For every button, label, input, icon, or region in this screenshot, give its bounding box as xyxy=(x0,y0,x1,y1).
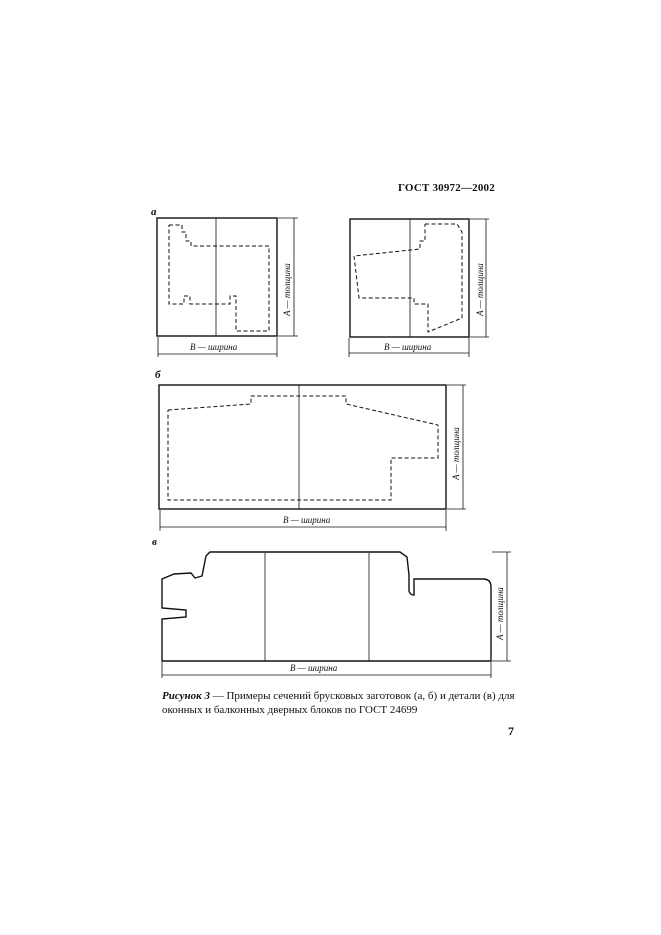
panel-b-letter: б xyxy=(155,369,161,381)
panel-v-letter: в xyxy=(152,536,157,548)
width-label: B — ширина xyxy=(290,663,338,673)
page-number: 7 xyxy=(508,724,514,738)
thickness-label: A — толщина xyxy=(495,587,505,640)
part-profile xyxy=(162,552,491,661)
panel-a-letter: а xyxy=(151,206,157,218)
width-label: B — ширина xyxy=(384,342,432,352)
thickness-label: A — толщина xyxy=(282,263,292,316)
thickness-label: A — толщина xyxy=(451,427,461,480)
blank-outline xyxy=(350,219,469,337)
panel-a-right-section xyxy=(349,219,489,357)
width-label: B — ширина xyxy=(283,515,331,525)
width-label: B — ширина xyxy=(190,342,238,352)
caption-line-1: — Примеры сечений брусковых заготовок (а, б) и детали (в) для xyxy=(209,690,515,702)
profile-contour xyxy=(168,396,438,500)
blank-outline xyxy=(159,385,446,509)
document-code: ГОСТ 30972—2002 xyxy=(398,182,495,194)
caption-label: Рисунок 3 xyxy=(162,690,210,702)
thickness-label: A — толщина xyxy=(475,263,485,316)
panel-b-section xyxy=(159,385,466,531)
figure-caption xyxy=(162,689,515,717)
panel-v-section xyxy=(162,552,511,678)
profile-contour xyxy=(169,225,269,331)
profile-contour xyxy=(354,224,462,332)
panel-a-left-section xyxy=(157,218,298,357)
blank-outline xyxy=(157,218,277,336)
caption-line-2: оконных и балконных дверных блоков по ГОСТ 24699 xyxy=(162,704,418,716)
